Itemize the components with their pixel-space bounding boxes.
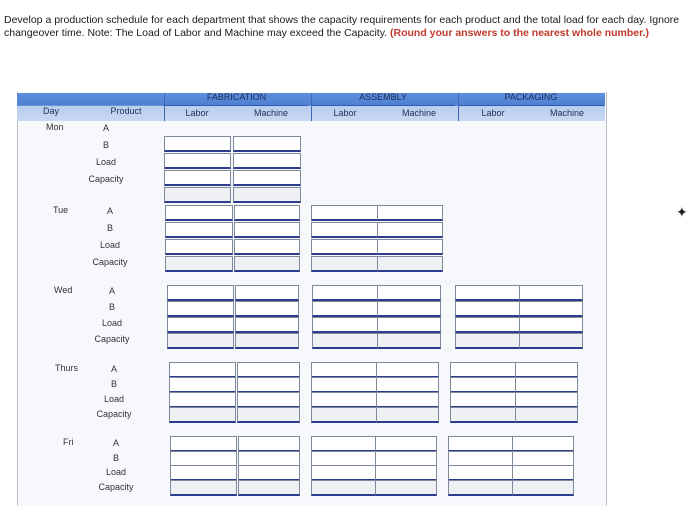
product-label: A [110, 364, 117, 374]
answer-input[interactable] [377, 239, 443, 255]
instructions-text [4, 14, 694, 39]
answer-input[interactable] [312, 317, 379, 333]
product-label: A [106, 206, 113, 216]
instructions-emphasis: (Round your answers to the nearest whole number.) [390, 26, 650, 39]
answer-input[interactable] [237, 392, 300, 408]
answer-input[interactable] [455, 333, 522, 349]
product-label: B [106, 223, 113, 233]
answer-input[interactable] [515, 377, 578, 393]
product-label: Load [99, 240, 121, 250]
answer-input[interactable] [311, 222, 379, 238]
answer-input[interactable] [235, 301, 299, 317]
answer-input[interactable] [234, 256, 300, 272]
product-label: B [102, 140, 109, 150]
product-label: Capacity [98, 481, 134, 492]
answer-input[interactable] [376, 407, 439, 423]
header-divider [164, 93, 165, 121]
answer-input[interactable] [235, 333, 299, 349]
answer-input[interactable] [450, 362, 517, 378]
day-label: Thurs [55, 363, 79, 373]
answer-input[interactable] [165, 205, 233, 221]
answer-input[interactable] [519, 333, 583, 349]
answer-input[interactable] [164, 187, 231, 203]
answer-input[interactable] [170, 480, 237, 496]
answer-input[interactable] [169, 407, 236, 423]
answer-input[interactable] [164, 153, 231, 169]
answer-input[interactable] [165, 222, 233, 238]
answer-input[interactable] [377, 222, 443, 238]
answer-input[interactable] [377, 317, 441, 333]
header-packaging: PACKAGING [458, 92, 604, 106]
product-label: Load [95, 157, 117, 167]
answer-input[interactable] [165, 239, 233, 255]
product-label: A [102, 123, 109, 133]
answer-input[interactable] [450, 407, 517, 423]
product-label: A [112, 438, 119, 448]
answer-input[interactable] [233, 153, 301, 169]
product-label: Load [103, 394, 125, 404]
answer-input[interactable] [512, 480, 574, 496]
answer-input[interactable] [515, 362, 578, 378]
header-pkg-labor: Labor [481, 108, 505, 118]
product-label: Capacity [94, 334, 130, 344]
answer-input[interactable] [377, 205, 443, 221]
answer-input[interactable] [169, 392, 236, 408]
answer-input[interactable] [311, 205, 379, 221]
answer-input[interactable] [235, 317, 299, 333]
answer-input[interactable] [376, 392, 439, 408]
day-label: Mon [46, 122, 64, 132]
answer-input[interactable] [312, 285, 379, 301]
answer-input[interactable] [167, 317, 234, 333]
answer-input[interactable] [377, 333, 441, 349]
answer-input[interactable] [164, 136, 231, 152]
answer-input[interactable] [165, 256, 233, 272]
answer-input[interactable] [450, 392, 517, 408]
header-product: Product [110, 106, 142, 116]
mouse-cursor-icon: ✦ [676, 204, 688, 220]
header-asm-machine: Machine [401, 108, 437, 118]
product-label: B [110, 379, 117, 389]
answer-input[interactable] [311, 480, 378, 496]
answer-input[interactable] [455, 285, 522, 301]
answer-input[interactable] [377, 285, 441, 301]
answer-input[interactable] [167, 301, 234, 317]
answer-input[interactable] [376, 377, 439, 393]
answer-input[interactable] [311, 256, 379, 272]
answer-input[interactable] [455, 301, 522, 317]
day-label: Fri [63, 437, 74, 447]
answer-input[interactable] [234, 222, 300, 238]
product-label: Capacity [92, 257, 128, 267]
answer-input[interactable] [167, 285, 234, 301]
answer-input[interactable] [375, 480, 437, 496]
header-day: Day [42, 106, 59, 116]
instructions-body: Develop a production schedule for each department that shows the capacity requirements for each product and the total load for each day. Ignore changeover time. Note: The Load of Labor and Machine may exceed the Capacity. [4, 14, 680, 39]
answer-input[interactable] [234, 205, 300, 221]
product-label: Load [101, 318, 123, 328]
answer-input[interactable] [312, 301, 379, 317]
answer-input[interactable] [234, 239, 300, 255]
answer-input[interactable] [450, 377, 517, 393]
day-label: Tue [53, 205, 69, 215]
product-label: Load [105, 467, 127, 477]
header-fab-labor: Labor [185, 108, 209, 118]
header-pkg-machine: Machine [549, 108, 585, 118]
answer-input[interactable] [167, 333, 234, 349]
product-label: B [112, 452, 119, 463]
answer-input[interactable] [519, 301, 583, 317]
answer-input[interactable] [376, 362, 439, 378]
product-label: Capacity [96, 409, 132, 419]
product-label: B [108, 302, 115, 312]
answer-input[interactable] [311, 362, 378, 378]
header-fab-machine: Machine [253, 108, 289, 118]
answer-input[interactable] [448, 480, 515, 496]
answer-input[interactable] [235, 285, 299, 301]
product-label: A [108, 286, 115, 296]
answer-input[interactable] [311, 239, 379, 255]
answer-input[interactable] [311, 407, 378, 423]
header-asm-labor: Labor [333, 108, 357, 118]
answer-input[interactable] [164, 170, 231, 186]
answer-input[interactable] [169, 377, 236, 393]
header-divider [458, 93, 459, 121]
answer-input[interactable] [238, 480, 300, 496]
header-fabrication: FABRICATION [165, 92, 308, 106]
header-assembly: ASSEMBLY [311, 92, 455, 106]
answer-input[interactable] [377, 256, 443, 272]
answer-input[interactable] [455, 317, 522, 333]
answer-input[interactable] [519, 285, 583, 301]
answer-input[interactable] [233, 170, 301, 186]
answer-input[interactable] [311, 392, 378, 408]
answer-input[interactable] [237, 407, 300, 423]
answer-input[interactable] [233, 187, 301, 203]
answer-input[interactable] [169, 362, 236, 378]
answer-input[interactable] [311, 377, 378, 393]
answer-input[interactable] [515, 392, 578, 408]
day-label: Wed [54, 285, 73, 295]
answer-input[interactable] [312, 333, 379, 349]
answer-input[interactable] [237, 377, 300, 393]
product-label: Capacity [88, 174, 124, 184]
answer-input[interactable] [237, 362, 300, 378]
answer-input[interactable] [377, 301, 441, 317]
answer-input[interactable] [519, 317, 583, 333]
answer-input[interactable] [515, 407, 578, 423]
answer-input[interactable] [233, 136, 301, 152]
header-divider [311, 93, 312, 121]
